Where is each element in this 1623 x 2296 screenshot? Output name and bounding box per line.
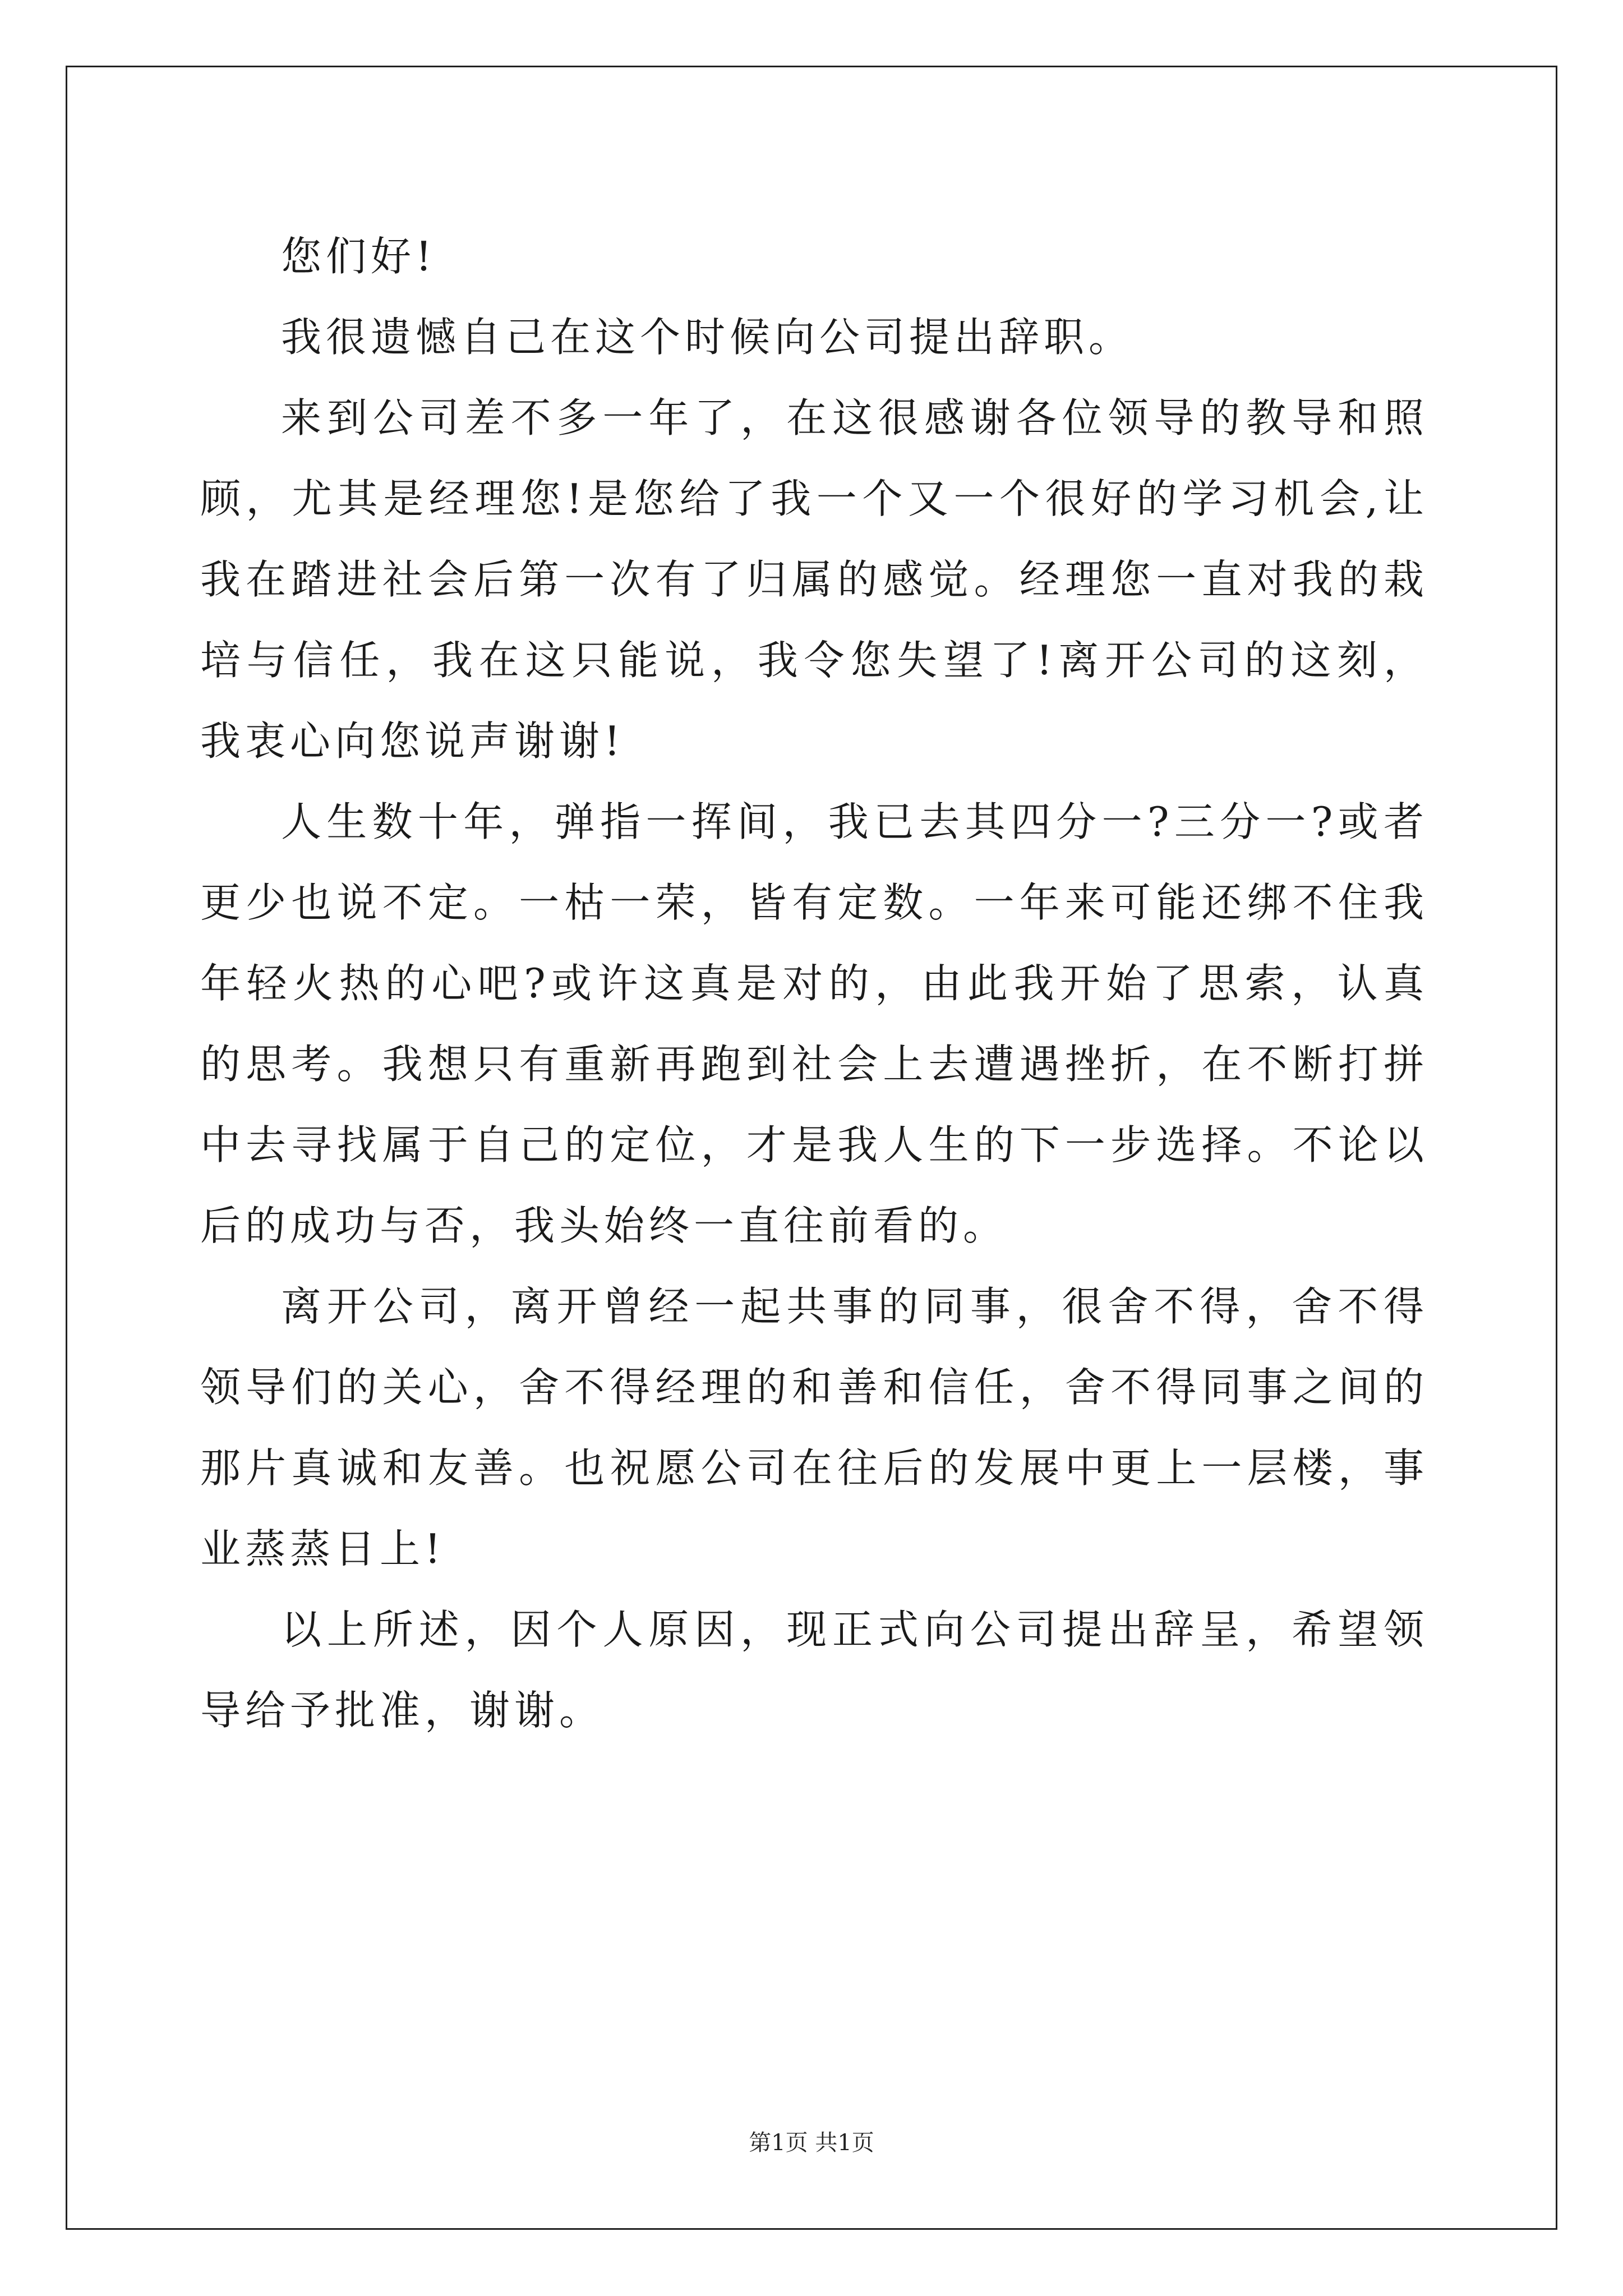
body-paragraph: 离开公司，离开曾经一起共事的同事，很舍不得，舍不得领导们的关心，舍不得经理的和善和信任，舍不得同事之间的那片真诚和友善。也祝愿公司在往后的发展中更上一层楼，事业蒸蒸日上! xyxy=(200,1283,1428,1572)
body-paragraph: 来到公司差不多一年了，在这很感谢各位领导的教导和照顾，尤其是经理您!是您给了我一个又一个很好的学习机会,让我在踏进社会后第一次有了归属的感觉。经理您一直对我的栽培与信任，我在这只能说，我令您失望了!离开公司的这刻，我衷心向您说声谢谢! xyxy=(200,394,1428,765)
letter-body xyxy=(200,216,1428,1751)
body-paragraph: 我很遗憾自己在这个时候向公司提出辞职。 xyxy=(281,314,1134,361)
body-paragraph: 人生数十年，弹指一挥间，我已去其四分一?三分一?或者更少也说不定。一枯一荣，皆有定数。一年来可能还绑不住我年轻火热的心吧?或许这真是对的，由此我开始了思索，认真的思考。我想只有重新再跑到社会上去遭遇挫折，在不断打拼中去寻找属于自己的定位，才是我人生的下一步选择。不论以后的成功与否，我头始终一直往前看的。 xyxy=(200,798,1428,1249)
page-number-footer: 第1页 共1页 xyxy=(749,2130,874,2156)
closing-paragraph: 以上所述，因个人原因，现正式向公司提出辞呈，希望领导给予批准，谢谢。 xyxy=(200,1606,1428,1734)
greeting-paragraph: 您们好! xyxy=(281,233,436,280)
